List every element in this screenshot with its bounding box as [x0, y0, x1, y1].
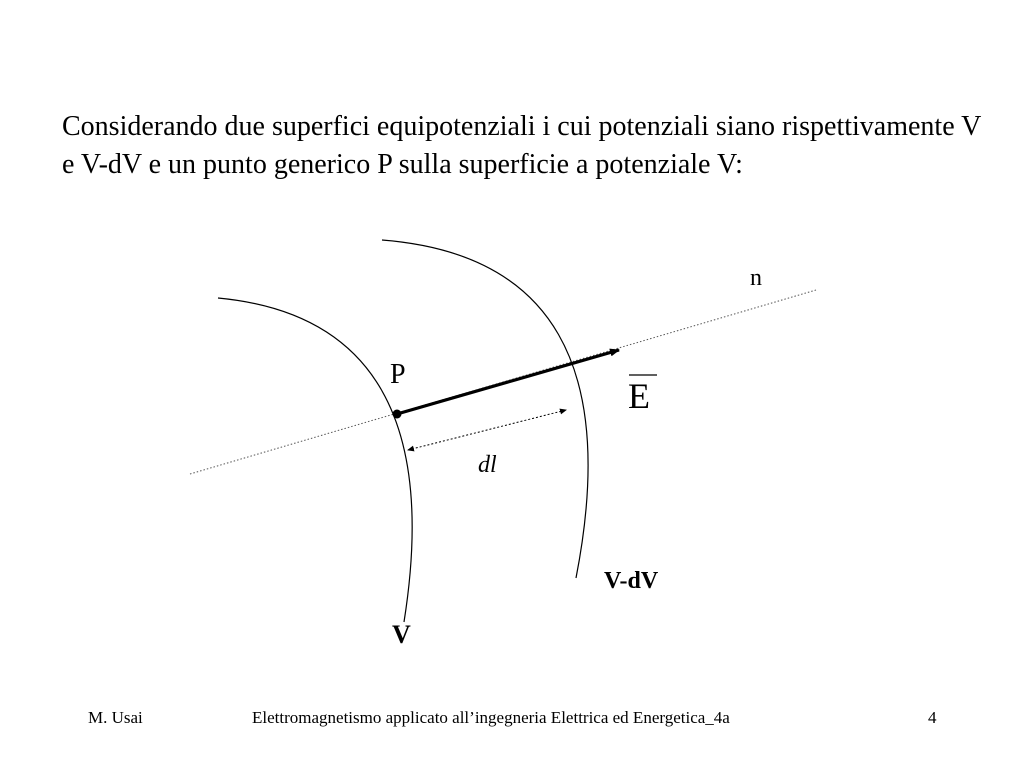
label-v: V [392, 620, 411, 649]
point-p-dot [393, 410, 402, 419]
slide-paragraph: Considerando due superfici equipotenziali i cui potenziali siano rispettivamente V e V-dV e un punto generico P sulla superficie a potenziale V: [62, 111, 981, 180]
field-vector-arrow [397, 350, 619, 414]
label-e: E [628, 376, 650, 416]
footer-page-number: 4 [928, 708, 937, 727]
surface-v-curve [218, 298, 412, 622]
label-dl: dl [478, 452, 497, 478]
label-p: P [390, 359, 406, 390]
footer-course-title: Elettromagnetismo applicato all’ingegneria Elettrica ed Energetica_4a [252, 708, 730, 727]
label-v-dv: V-dV [604, 568, 659, 594]
footer-author: M. Usai [88, 708, 143, 727]
displacement-arrow [408, 410, 566, 450]
label-n: n [750, 265, 762, 291]
